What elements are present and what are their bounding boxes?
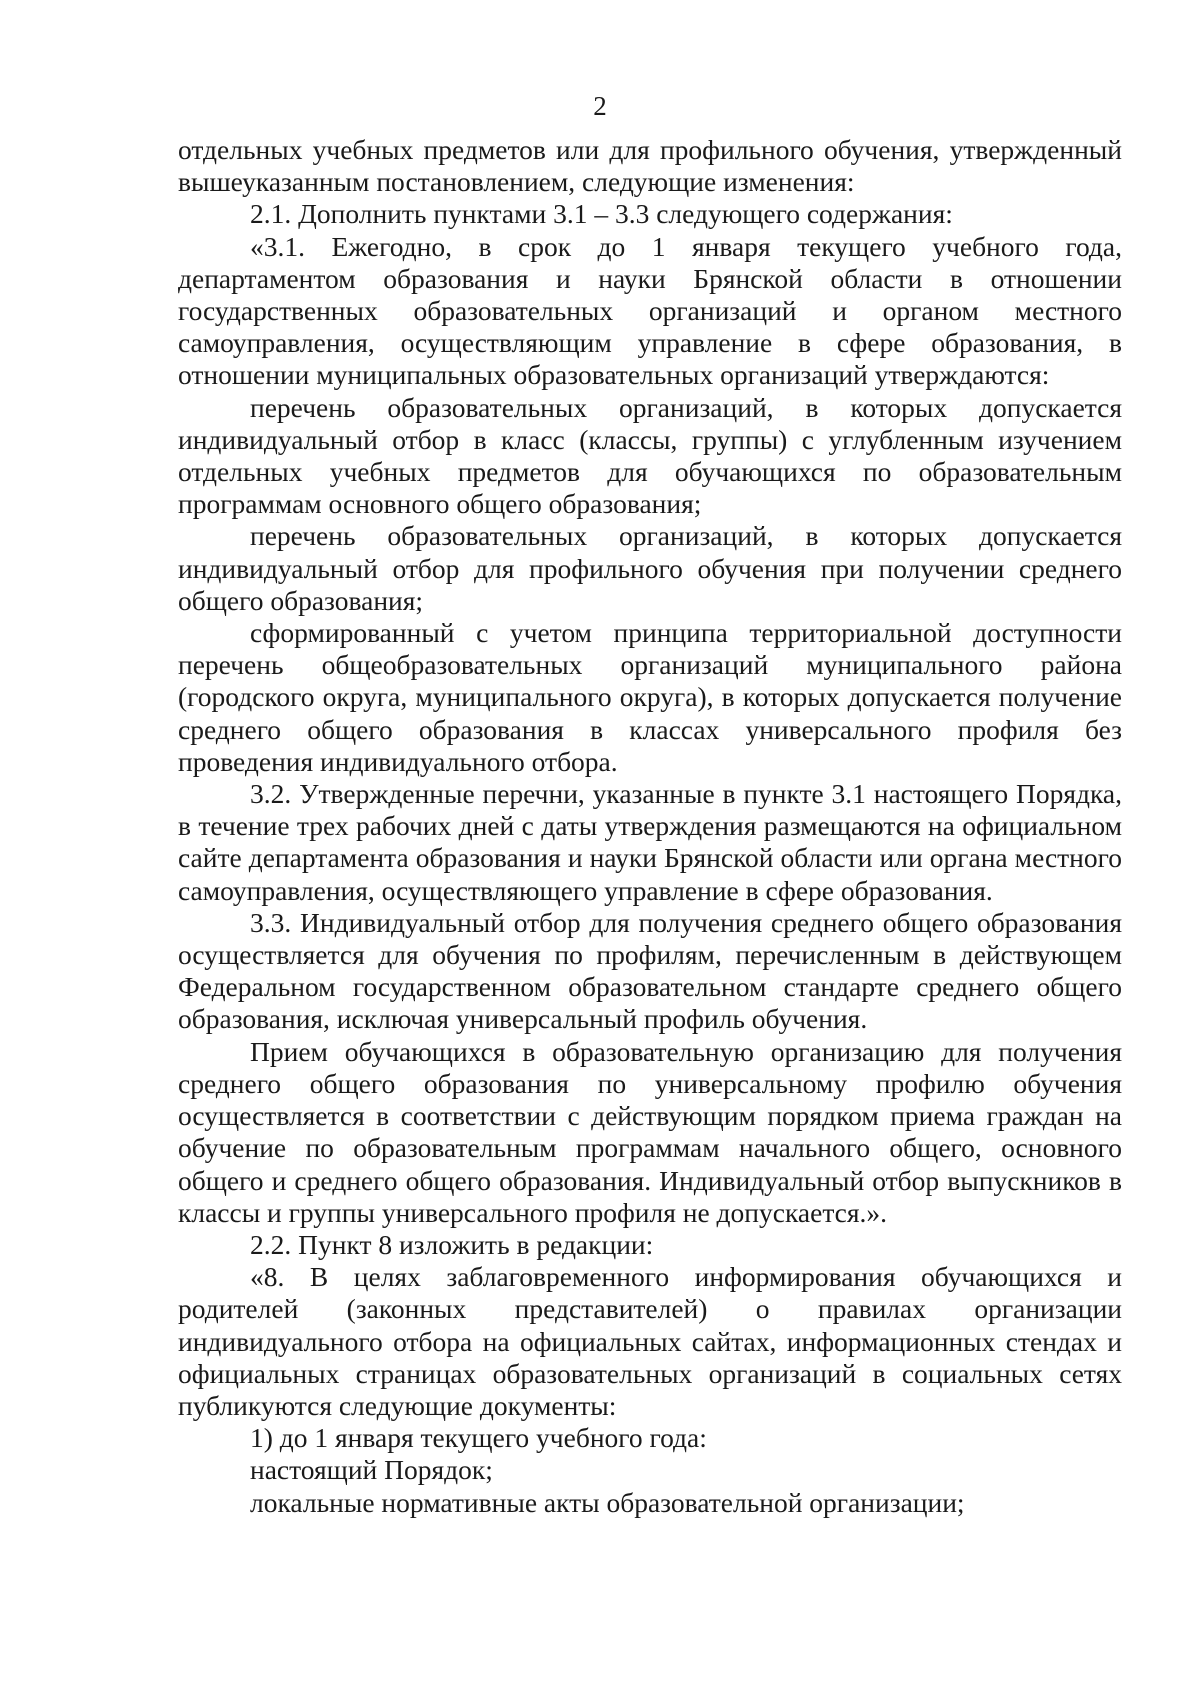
paragraph-item-3-2: 3.2. Утвержденные перечни, указанные в пункте 3.1 настоящего Порядка, в течение трех рабочих дней с даты утверждения размещаются на официальном сайте департамента образования и науки Брянской области или органа местного самоуправления, осуществляющего управление в сфере образования.	[178, 778, 1122, 906]
paragraph-list-advanced-study: перечень образовательных организаций, в которых допускается индивидуальный отбор в класс (классы, группы) с углубленным изучением отдельных учебных предметов для обучающихся по образовательным программам основного общего образования;	[178, 391, 1122, 520]
paragraph-local-acts: локальные нормативные акты образовательной организации;	[250, 1486, 965, 1518]
paragraph-list-universal-profile: сформированный с учетом принципа территориальной доступности перечень общеобразовательных организаций муниципального района (городского округа, муниципального округа), в которых допускается получение среднего общего образования в классах универсального профиля без проведения индивидуального отбора.	[178, 617, 1122, 777]
document-body	[178, 134, 1122, 1519]
paragraph-continuation: отдельных учебных предметов или для профильного обучения, утвержденный вышеуказанным постановлением, следующие изменения:	[178, 134, 1122, 198]
paragraph-item-3-1: «3.1. Ежегодно, в срок до 1 января текущего учебного года, департаментом образования и науки Брянской области в отношении государственных образовательных организаций и органом местного самоуправления, осуществляющим управление в сфере образования, в отношении муниципальных образовательных организаций утверждаются:	[178, 230, 1122, 391]
page-number: 2	[593, 91, 607, 121]
paragraph-this-order: настоящий Порядок;	[250, 1454, 493, 1486]
paragraph-item-8: «8. В целях заблаговременного информирования обучающихся и родителей (законных представителей) о правилах организации индивидуального отбора на официальных сайтах, информационных стендах и официальных страницах образовательных организаций в социальных сетях публикуются следующие документы:	[178, 1261, 1122, 1421]
paragraph-admission: Прием обучающихся в образовательную организацию для получения среднего общего образования по универсальному профилю обучения осуществляется в соответствии с действующим порядком приема граждан на обучение по образовательным программам начального общего, основного общего и среднего общего образования. Индивидуальный отбор выпускников в классы и группы универсального профиля не допускается.».	[178, 1035, 1122, 1228]
paragraph-item-2-1: 2.1. Дополнить пунктами 3.1 – 3.3 следующего содержания:	[250, 198, 953, 230]
paragraph-item-8-1: 1) до 1 января текущего учебного года:	[250, 1422, 707, 1454]
paragraph-item-2-2: 2.2. Пункт 8 изложить в редакции:	[250, 1228, 654, 1260]
paragraph-item-3-3: 3.3. Индивидуальный отбор для получения среднего общего образования осуществляется для обучения по профилям, перечисленным в действующем Федеральном государственном образовательном стандарте среднего общего образования, исключая универсальный профиль обучения.	[178, 906, 1122, 1035]
paragraph-list-profile-study: перечень образовательных организаций, в которых допускается индивидуальный отбор для профильного обучения при получении среднего общего образования;	[178, 520, 1122, 616]
